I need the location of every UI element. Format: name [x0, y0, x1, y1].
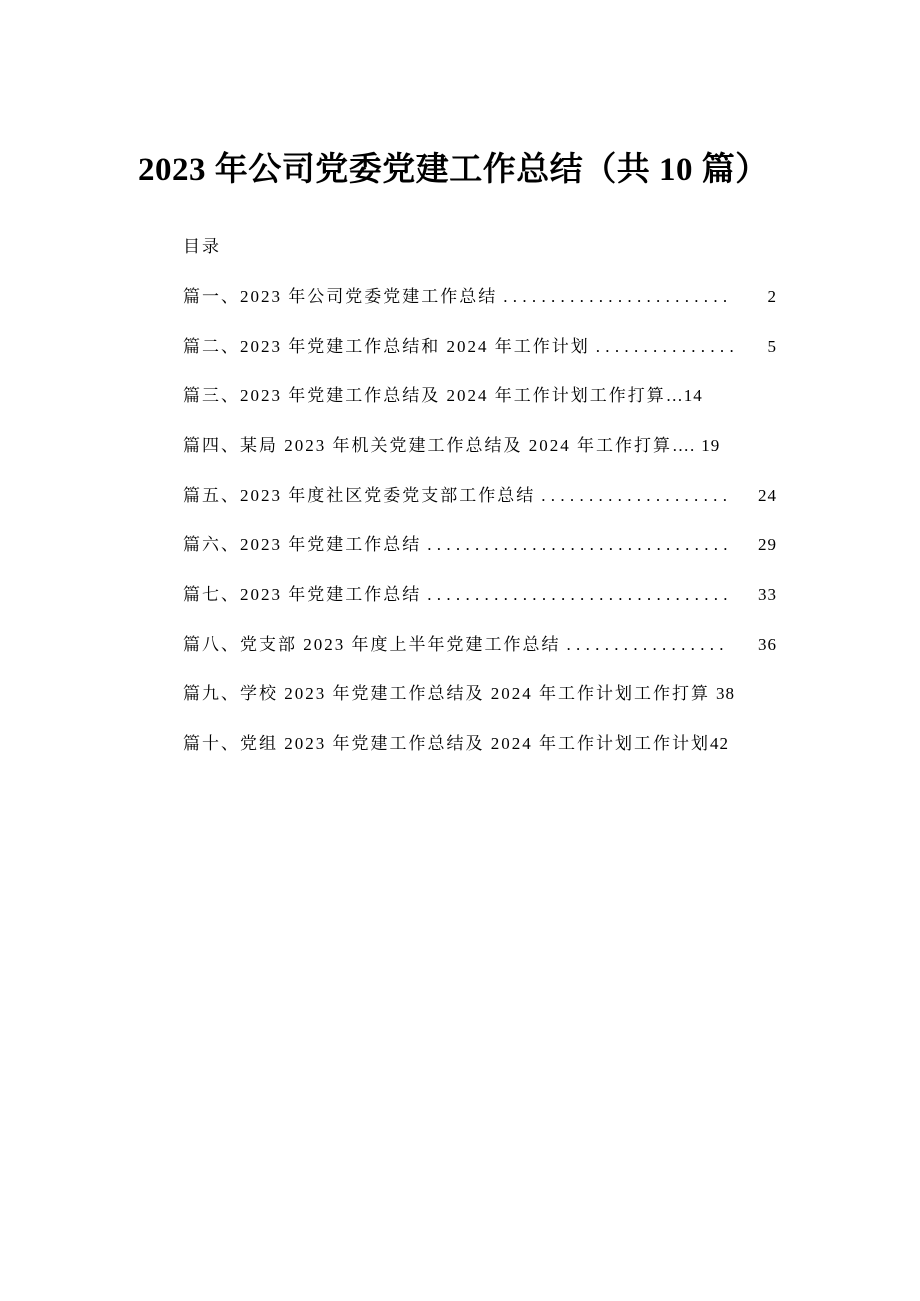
toc-entry-title: 篇八、党支部 2023 年度上半年党建工作总结 [183, 634, 561, 654]
toc-entry-page: 29 [758, 535, 777, 555]
toc-entry-title: 篇五、2023 年度社区党委党支部工作总结 [183, 485, 536, 505]
toc-entry-title: 篇六、2023 年党建工作总结 [183, 535, 422, 555]
toc-entry-leader: ................................ [427, 584, 733, 604]
toc-entry-title: 篇十、党组 2023 年党建工作总结及 2024 年工作计划工作计划 [183, 734, 710, 754]
toc-entry [183, 371, 777, 421]
toc-entry [183, 620, 777, 670]
toc-entry [183, 520, 777, 570]
toc-heading: 目录 [183, 237, 221, 256]
toc-entry-title: 篇四、某局 2023 年机关党建工作总结及 2024 年工作打算 [183, 435, 672, 455]
toc-entry-leader: .................... [541, 485, 733, 505]
toc-entry-page: 14 [683, 386, 703, 406]
toc-entry [183, 322, 777, 372]
toc-entry-leader: ........................ [503, 286, 733, 306]
toc-entry-leader: ................................ [427, 535, 733, 555]
toc-entry-leader: …. [672, 435, 696, 455]
toc-entry-page: 36 [758, 634, 777, 654]
toc-entry-title: 篇七、2023 年党建工作总结 [183, 584, 422, 604]
toc-entry-title: 篇二、2023 年党建工作总结和 2024 年工作计划 [183, 336, 590, 356]
toc-entry-page: 42 [710, 734, 729, 754]
toc-entry [183, 421, 777, 471]
toc-entry [183, 670, 777, 720]
toc-entry [183, 570, 777, 620]
toc-entry-leader: ................. [566, 634, 729, 654]
document-title: 2023 年公司党委党建工作总结（共 10 篇） [138, 152, 769, 188]
toc-entry [183, 471, 777, 521]
toc-entry-leader: … [665, 386, 684, 406]
toc-entry-page: 19 [701, 435, 721, 455]
table-of-contents [183, 272, 777, 769]
toc-entry-page: 2 [767, 286, 777, 306]
toc-entry-title: 篇三、2023 年党建工作总结及 2024 年工作计划工作打算 [183, 386, 666, 406]
toc-entry-page: 24 [758, 485, 777, 505]
toc-entry [183, 272, 777, 322]
toc-entry-title: 篇一、2023 年公司党委党建工作总结 [183, 286, 498, 306]
toc-entry [183, 719, 777, 769]
toc-entry-page: 38 [716, 684, 735, 704]
toc-entry-page: 5 [767, 336, 777, 356]
toc-entry-title: 篇九、学校 2023 年党建工作总结及 2024 年工作计划工作打算 [183, 684, 710, 704]
toc-entry-page: 33 [758, 584, 777, 604]
toc-entry-leader: ............... [595, 336, 739, 356]
